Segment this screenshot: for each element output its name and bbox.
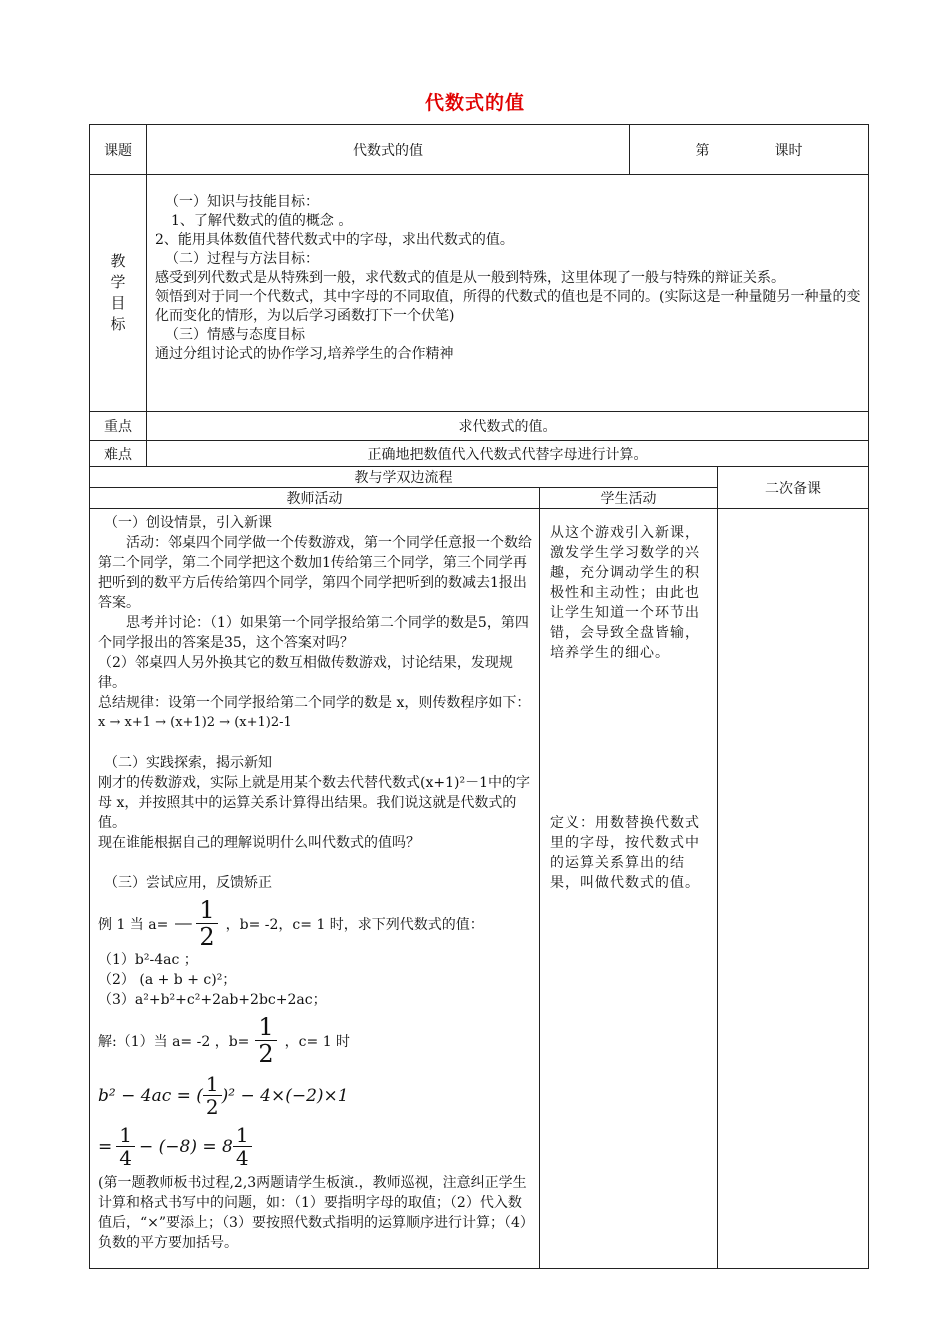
fraction-numerator: 1 — [233, 1124, 252, 1147]
goal-heading: （二）过程与方法目标： — [165, 251, 319, 267]
student-activity-content — [540, 509, 718, 1269]
topic-label: 课题 — [90, 125, 147, 175]
goals-label-char: 教 — [110, 252, 126, 270]
goal-item: 领悟到对于同一个代数式，其中字母的不同取值，所得的代数式的值也是不同的。(实际这是一种量随另一种量的变化而变化的情形，为以后学习函数打下一个伏笔) — [155, 289, 861, 324]
explain-paragraph: 刚才的传数游戏，实际上就是用某个数去代替代数式(x+1)²－1中的字母 x，并按照其中的运算关系计算得出结果。我们说这就是代数式的值。 — [98, 775, 530, 831]
goals-label-char: 目 — [110, 294, 126, 312]
goals-label-char: 标 — [110, 315, 126, 333]
goal-item: 通过分组讨论式的协作学习,培养学生的合作精神 — [155, 346, 454, 362]
period-suffix: 课时 — [774, 142, 803, 159]
equation-2 — [98, 1124, 533, 1169]
period-cell — [630, 125, 869, 175]
fraction-numerator: 1 — [255, 1014, 276, 1041]
difficulty-label: 难点 — [90, 441, 147, 467]
eq1-left: b² − 4ac = ( — [98, 1085, 203, 1106]
key-point-label: 重点 — [90, 412, 147, 441]
teacher-activity-content — [90, 509, 540, 1269]
process-header: 教与学双边流程 — [90, 467, 718, 488]
teaching-note: (第一题教师板书过程,2,3两题请学生板演.，教师巡视，注意纠正学生计算和格式书写中的问题，如：（1）要指明字母的取值；（2）代入数值后，“×”要添上；（3）要按照代数式指明的运算顺序进行计算；（4）负数的平方要加括号。 — [98, 1175, 527, 1251]
student-definition: 定义：用数替换代数式里的字母，按代数式中的运算关系算出的结果，叫做代数式的值。 — [550, 815, 700, 891]
topic-value: 代数式的值 — [147, 125, 630, 175]
eq1-right: )² − 4×(−2)×1 — [221, 1085, 349, 1106]
teacher-activity-header: 教师活动 — [90, 488, 540, 509]
fraction-denominator: 2 — [258, 1040, 274, 1068]
goals-label — [90, 175, 147, 412]
goal-heading: （三）情感与态度目标 — [165, 327, 305, 343]
goal-item: 感受到列代数式是从特殊到一般，求代数式的值是从一般到特殊，这里体现了一般与特殊的辩证关系。 — [155, 270, 785, 286]
example-prefix: 例 1 当 a= — [98, 916, 169, 933]
eq2-equals: = — [98, 1136, 113, 1157]
discussion-paragraph: （2）邻桌四人另外换其它的数互相做传数游戏，讨论结果，发现规律。 — [98, 655, 513, 691]
period-prefix: 第 — [695, 142, 710, 159]
summary-paragraph: 总结规律：设第一个同学报给第二个同学的数是 x，则传数程序如下： — [98, 695, 531, 711]
section-title: （二）实践探索，揭示新知 — [104, 755, 272, 771]
document-title: 代数式的值 — [424, 92, 525, 114]
minus-sign: － — [172, 913, 195, 938]
example-question: （2） (a + b + c)²； — [98, 972, 237, 988]
fraction-denominator: 2 — [199, 923, 215, 951]
eq2-middle: − (−8) = 8 — [138, 1136, 233, 1157]
fraction-denominator: 4 — [119, 1146, 132, 1170]
goals-content — [147, 175, 869, 412]
solution-suffix: ，c= 1 时 — [284, 1033, 351, 1050]
fraction-numerator: 1 — [203, 1073, 222, 1096]
question-paragraph: 现在谁能根据自己的理解说明什么叫代数式的值吗？ — [98, 835, 420, 851]
fraction-denominator: 2 — [205, 1095, 219, 1119]
difficulty-value: 正确地把数值代入代数式代替字母进行计算。 — [147, 441, 869, 467]
fraction — [196, 897, 217, 950]
second-prep-content — [718, 509, 869, 1269]
example-question: （1）b²-4ac ； — [98, 952, 198, 968]
goal-item: 1、了解代数式的值的概念 。 — [171, 213, 353, 229]
activity-paragraph: 活动：邻桌四个同学做一个传数游戏，第一个同学任意报一个数给第二个同学，第二个同学把这个数加1传给第三个同学，第三个同学再把听到的数平方后传给第四个同学，第四个同学把听到的数减去1报出答案。 — [98, 535, 532, 611]
fraction-denominator: 4 — [235, 1146, 249, 1170]
student-note: 从这个游戏引入新课，激发学生学习数学的兴趣，充分调动学生的积极性和主动性；由此也让学生知道一个环节出错，会导致全盘皆输，培养学生的细心。 — [550, 525, 700, 661]
fraction-numerator: 1 — [116, 1124, 135, 1147]
solution-line — [98, 1014, 533, 1067]
section-title: （一）创设情景，引入新课 — [104, 515, 272, 531]
key-point-value: 求代数式的值。 — [147, 412, 869, 441]
fraction — [203, 1073, 222, 1118]
goal-heading: （一）知识与技能目标： — [165, 194, 319, 210]
second-prep-header: 二次备课 — [718, 467, 869, 509]
fraction-numerator: 1 — [196, 897, 217, 924]
number-flow: x → x+1 → (x+1)2 → (x+1)2-1 — [98, 715, 292, 730]
example-suffix: ，b= -2，c= 1 时，求下列代数式的值： — [225, 916, 484, 933]
example-line — [98, 897, 533, 950]
goal-item: 2、能用具体数值代替代数式中的字母，求出代数式的值。 — [155, 232, 514, 248]
mixed-fraction — [233, 1124, 252, 1169]
lesson-plan-table — [89, 124, 869, 1269]
fraction — [255, 1014, 276, 1067]
student-activity-header: 学生活动 — [540, 488, 718, 509]
discussion-paragraph: 思考并讨论：（1）如果第一个同学报给第二个同学的数是5，第四个同学报出的答案是35，这个答案对吗？ — [98, 615, 529, 651]
solution-prefix: 解:（1）当 a= -2 ，b= — [98, 1033, 250, 1050]
fraction — [116, 1124, 135, 1169]
equation-1 — [98, 1073, 533, 1118]
example-question: （3）a²+b²+c²+2ab+2bc+2ac； — [98, 992, 327, 1008]
section-title: （三）尝试应用，反馈矫正 — [104, 875, 272, 891]
goals-label-char: 学 — [110, 273, 126, 291]
